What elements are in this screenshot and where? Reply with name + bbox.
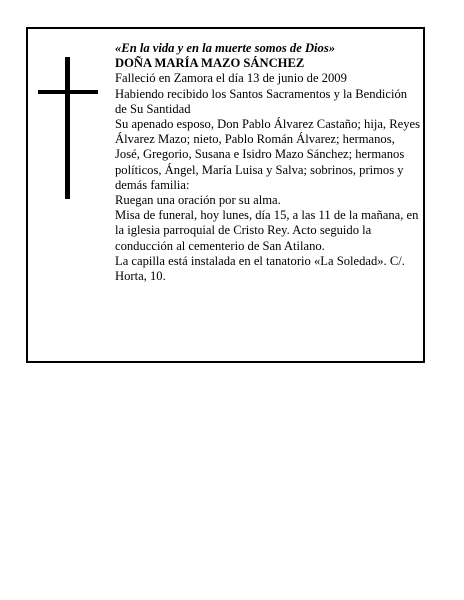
epigraph: «En la vida y en la muerte somos de Dios» [115,41,336,55]
death-date-paragraph: Falleció en Zamora el día 13 de junio de 2009 [115,71,347,86]
cross-vertical-bar [65,57,70,199]
prayer-paragraph: Ruegan una oración por su alma. [115,193,281,208]
funeral-mass-paragraph: Misa de funeral, hoy lunes, día 15, a las 11 de la mañana, en la iglesia parroquial de Cristo Rey. Acto seguido la conducción al cementerio de San Atilano. [115,208,419,253]
sacraments-paragraph: Habiendo recibido los Santos Sacramentos y la Bendición de Su Santidad [115,86,408,116]
deceased-name: DOÑA MARÍA MAZO SÁNCHEZ [115,56,305,71]
obituary-notice [26,27,425,363]
cross-horizontal-bar [38,90,98,94]
notice-text [115,41,421,284]
chapel-paragraph: La capilla está instalada en el tanatorio «La Soledad». C/. Horta, 10. [115,253,405,284]
cross-icon [38,57,98,199]
family-paragraph: Su apenado esposo, Don Pablo Álvarez Castaño; hija, Reyes Álvarez Mazo; nieto, Pablo Román Álvarez; hermanos, José, Gregorio, Susana e Isidro Mazo Sánchez; hermanos políticos, Ángel, María Luisa y Salva; sobrinos, primos y demás familia: [115,117,420,192]
